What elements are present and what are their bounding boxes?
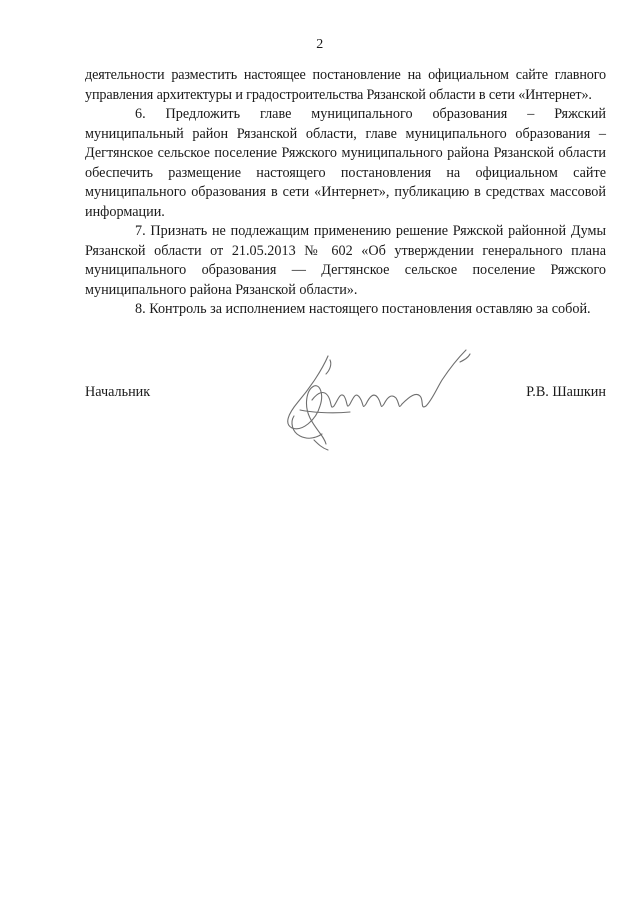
paragraph-item-8: 8. Контроль за исполнением настоящего постановления оставляю за собой.: [135, 301, 591, 317]
document-body: [85, 66, 606, 320]
paragraph-item-6: 6. Предложить главе муниципального образования – Ряжский муниципальный район Рязанской области, главе муниципального образования – Дегтянское сельское поселение Ряжского муниципального района Рязанской области обеспечить размещение настоящего постановления на официальном сайте муниципального образования в сети «Интернет», публикацию в средствах массовой информации.: [85, 106, 606, 220]
handwritten-signature: [270, 340, 480, 455]
page-number: 2: [316, 37, 324, 52]
signer-name: Р.В. Шашкин: [526, 384, 606, 400]
position-title: Начальник: [85, 384, 151, 400]
paragraph-continuation: деятельности разместить настоящее постановление на официальном сайте главного управления архитектуры и градостроительства Рязанской области в сети «Интернет».: [85, 67, 606, 103]
paragraph-item-7: 7. Признать не подлежащим применению решение Ряжской районной Думы Рязанской области от 21.05.2013 № 602 «Об утверждении генерального плана муниципального образования — Дегтянское сельское поселение Ряжского муниципального района Рязанской области».: [85, 223, 606, 298]
